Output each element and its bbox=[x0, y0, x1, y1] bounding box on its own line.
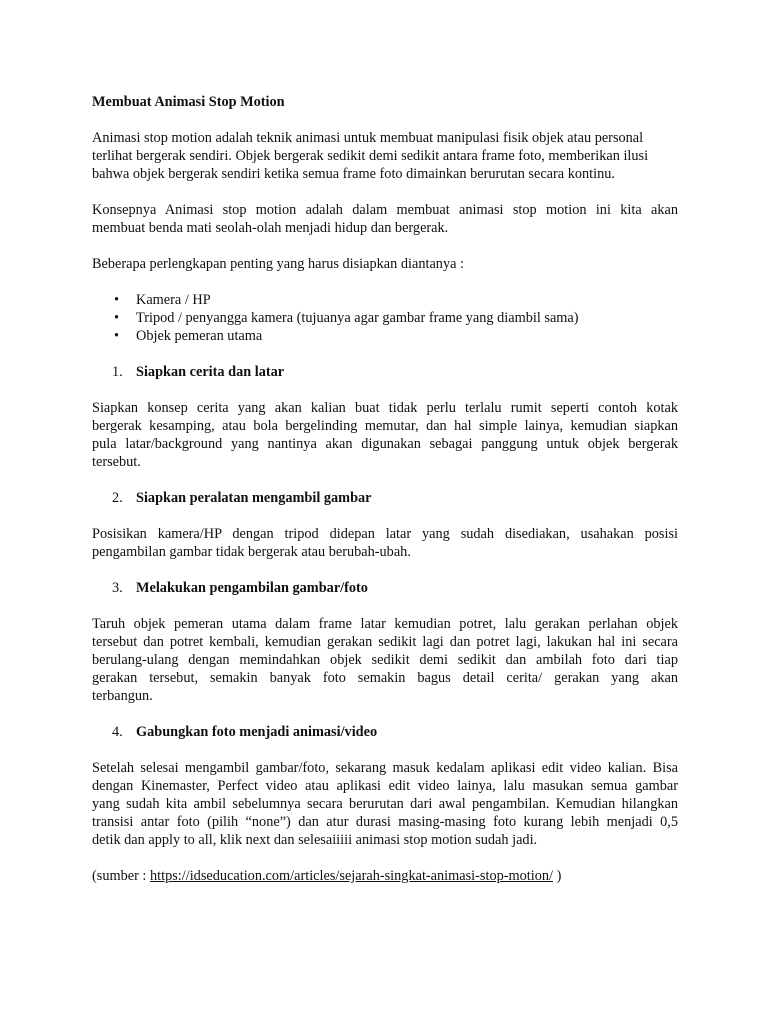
step-line: yang sudah kita ambil sebelumnya secara berurutan dari awal pengambilan. Kemudian hilangkan bbox=[92, 796, 678, 812]
step-line: gerakan tersebut, semakin banyak foto semakin bagus detail cerita/ gerakan yang akan bbox=[92, 670, 678, 686]
intro-line: terlihat bergerak sendiri. Objek bergerak sedikit demi sedikit antara frame foto, memberikan ilusi bbox=[92, 148, 649, 164]
concept-line: Konsepnya Animasi stop motion adalah dalam membuat animasi stop motion ini kita akan bbox=[92, 202, 678, 218]
source-suffix: ) bbox=[553, 868, 562, 884]
step-heading-text: Melakukan pengambilan gambar/foto bbox=[136, 580, 368, 596]
step-number: 3. bbox=[112, 580, 123, 596]
intro-paragraph bbox=[92, 129, 678, 183]
intro-line: Animasi stop motion adalah teknik animasi untuk membuat manipulasi fisik objek atau personal bbox=[92, 130, 644, 146]
list-item bbox=[92, 327, 678, 345]
step-paragraph bbox=[92, 759, 678, 849]
step-line: tersebut dan potret kembali, kemudian gerakan sedikit lagi dan potret lagi, lakukan hal ini secara bbox=[92, 634, 678, 650]
step-line: pengambilan gambar tidak bergerak atau berubah-ubah. bbox=[92, 544, 411, 560]
bullet-icon: • bbox=[114, 310, 120, 326]
step-line: Taruh objek pemeran utama dalam frame latar kemudian potret, lalu gerakan perlahan objek bbox=[92, 616, 678, 632]
source-link[interactable]: https://idseducation.com/articles/sejarah-singkat-animasi-stop-motion/ bbox=[149, 868, 553, 884]
list-item bbox=[92, 291, 678, 309]
step-heading bbox=[92, 579, 678, 597]
step-line: Siapkan konsep cerita yang akan kalian buat tidak perlu terlalu rumit seperti contoh kotak bbox=[92, 400, 678, 416]
source-citation bbox=[92, 867, 678, 885]
step-line: bergerak kesamping, atau bola bergelinding memutar, dan hal simple lainya, kemudian siapkan bbox=[92, 418, 678, 434]
intro-line: bahwa objek bergerak sendiri ketika semua frame foto dimainkan berurutan secara kontinu. bbox=[92, 166, 615, 182]
step-line: dengan Kinemaster, Perfect video atau aplikasi edit video lainya, lalu masukan semua gambar bbox=[92, 778, 678, 794]
step-number: 1. bbox=[112, 364, 123, 380]
step-paragraph bbox=[92, 615, 678, 705]
step-line: terbangun. bbox=[92, 688, 153, 704]
step-heading-text: Siapkan peralatan mengambil gambar bbox=[136, 490, 372, 506]
step-line: Posisikan kamera/HP dengan tripod didepan latar yang sudah disediakan, usahakan posisi bbox=[92, 526, 678, 542]
step-line: transisi antar foto (pilih “none”) dan atur durasi masing-masing foto kurang lebih menjadi 0,5 bbox=[92, 814, 678, 830]
equipment-list bbox=[92, 291, 678, 345]
step-paragraph bbox=[92, 399, 678, 471]
step-line: berulang-ulang dengan memindahkan objek sedikit demi sedikit dan ambilah foto dari tiap bbox=[92, 652, 678, 668]
step-heading bbox=[92, 723, 678, 741]
step-heading bbox=[92, 489, 678, 507]
step-heading-text: Gabungkan foto menjadi animasi/video bbox=[136, 724, 378, 740]
step-paragraph bbox=[92, 525, 678, 561]
equipment-intro: Beberapa perlengkapan penting yang harus disiapkan diantanya : bbox=[92, 256, 464, 272]
document-title: Membuat Animasi Stop Motion bbox=[92, 94, 285, 110]
step-line: pula latar/background yang nantinya akan digunakan sebagai panggung untuk objek bergerak bbox=[92, 436, 678, 452]
list-item-text: Tripod / penyangga kamera (tujuanya agar gambar frame yang diambil sama) bbox=[136, 310, 579, 326]
step-heading bbox=[92, 363, 678, 381]
list-item-text: Kamera / HP bbox=[136, 292, 211, 308]
source-prefix: (sumber : bbox=[92, 868, 150, 884]
bullet-icon: • bbox=[114, 292, 120, 308]
document-page bbox=[92, 93, 678, 903]
step-number: 4. bbox=[112, 724, 123, 740]
step-line: detik dan apply to all, klik next dan selesaiiiii animasi stop motion sudah jadi. bbox=[92, 832, 538, 848]
step-line: Setelah selesai mengambil gambar/foto, sekarang masuk kedalam aplikasi edit video kalian. Bisa bbox=[92, 760, 678, 776]
concept-paragraph bbox=[92, 201, 678, 237]
step-line: tersebut. bbox=[92, 454, 141, 470]
step-number: 2. bbox=[112, 490, 123, 506]
list-item bbox=[92, 309, 678, 327]
concept-line: membuat benda mati seolah-olah menjadi hidup dan bergerak. bbox=[92, 220, 449, 236]
list-item-text: Objek pemeran utama bbox=[136, 328, 263, 344]
step-heading-text: Siapkan cerita dan latar bbox=[136, 364, 285, 380]
bullet-icon: • bbox=[114, 328, 120, 344]
